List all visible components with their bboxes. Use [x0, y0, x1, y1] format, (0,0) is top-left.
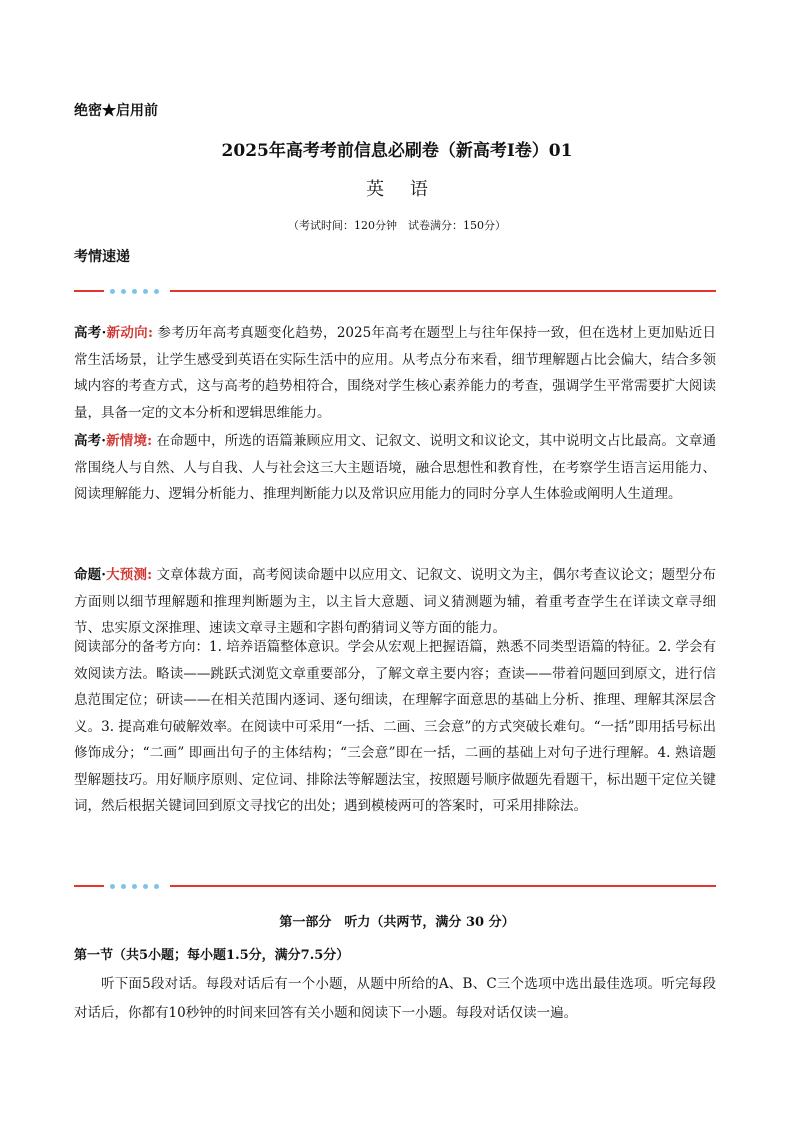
paragraph-label: 命题·	[74, 567, 106, 583]
divider-line	[170, 885, 716, 887]
dot-icon	[154, 289, 159, 294]
paragraph-label-highlight: 大预测:	[106, 567, 153, 583]
section-one-heading: 第一节（共5小题；每小题1.5分，满分7.5分）	[74, 948, 350, 963]
paragraph-label-highlight: 新动向:	[106, 325, 153, 341]
listening-instructions: 听下面5段对话。每段对话后有一个小题，从题中所给的A、B、C三个选项中选出最佳选项。听完每段对话后，你都有10秒钟的时间来回答有关小题和阅读下一小题。每段对话仅读一遍。	[74, 976, 716, 1021]
dot-icon	[143, 289, 148, 294]
dot-icon	[110, 289, 115, 294]
dot-icon	[110, 884, 115, 889]
divider-line	[170, 290, 716, 292]
divider-line	[74, 885, 104, 887]
exam-title: 2025年高考考前信息必刷卷（新高考I卷）01	[221, 141, 573, 161]
dot-icon	[154, 884, 159, 889]
paragraph-text: 参考历年高考真题变化趋势，2025年高考在题型上与往年保持一致，但在选材上更加贴近日常生活场景，让学生感受到英语在实际生活中的应用。从考点分布来看，细节理解题占比会偏大，结合多领域内容的考查方式，这与高考的趋势相符合，围绕对学生核心素养能力的考查，强调学生平常需要扩大阅读量，具备一定的文本分析和逻辑思维能力。	[74, 325, 717, 421]
paragraph-label: 高考·	[74, 325, 107, 341]
analysis-paragraph-trend	[74, 320, 716, 426]
exam-info: （考试时间：120分钟 试卷满分：150分）	[288, 219, 506, 232]
dot-icon	[121, 289, 126, 294]
analysis-heading: 考情速递	[74, 249, 130, 265]
confidential-label: 绝密★启用前	[74, 103, 158, 119]
reading-tips-paragraph: 阅读部分的备考方向：1. 培养语篇整体意识。学会从宏观上把握语篇，熟悉不同类型语篇的特征。2. 学会有效阅读方法。略读——跳跃式浏览文章重要部分，了解文章主要内容；查读——带着问题回到原文，进行信息范围定位；研读——在相关范围内逐词、逐句细读，在理解字面意思的基础上分析、推理、理解其深层含义。3. 提高难句破解效率。在阅读中可采用“一括、二画、三会意”的方式突破长难句。“一括”即用括号标出修饰成分；“二画” 即画出句子的主体结构；“三会意”即在一括，二画的基础上对句子进行理解。4. 熟谙题型解题技巧。用好顺序原则、定位词、排除法等解题法宝，按照题号顺序做题先看题干，标出题干定位关键词，然后根据关键词回到原文寻找它的出处；遇到模棱两可的答案时，可采用排除法。	[74, 639, 716, 814]
part-one-title: 第一部分 听力（共两节，满分 30 分）	[279, 915, 515, 930]
dot-icon	[132, 289, 137, 294]
bottom-divider	[74, 880, 716, 892]
paragraph-text: 文章体裁方面，高考阅读命题中以应用文、记叙文、说明文为主，偶尔考查议论文；题型分布方面则以细节理解题和推理判断题为主，以主旨大意题、词义猜测题为辅，着重考查学生在详读文章寻细节、忠实原文深推理、速读文章寻主题和字斟句酌猜词义等方面的能力。	[74, 567, 717, 636]
analysis-paragraph-context	[74, 428, 716, 508]
dot-icon	[132, 884, 137, 889]
dot-icon	[121, 884, 126, 889]
divider-dots	[110, 880, 166, 892]
divider-line	[74, 290, 104, 292]
subject-title: 英 语	[366, 179, 438, 200]
top-divider	[74, 285, 716, 297]
divider-dots	[110, 285, 166, 297]
dot-icon	[143, 884, 148, 889]
paragraph-text: 在命题中，所选的语篇兼顾应用文、记叙文、说明文和议论文，其中说明文占比最高。文章通常围绕人与自然、人与自我、人与社会这三大主题语境，融合思想性和教育性，在考察学生语言运用能力、阅读理解能力、逻辑分析能力、推理判断能力以及常识应用能力的同时分享人生体验或阐明人生道理。	[74, 433, 717, 502]
paragraph-label: 高考·	[74, 433, 106, 449]
analysis-paragraph-prediction	[74, 562, 716, 642]
paragraph-label-highlight: 新情境:	[106, 433, 153, 449]
